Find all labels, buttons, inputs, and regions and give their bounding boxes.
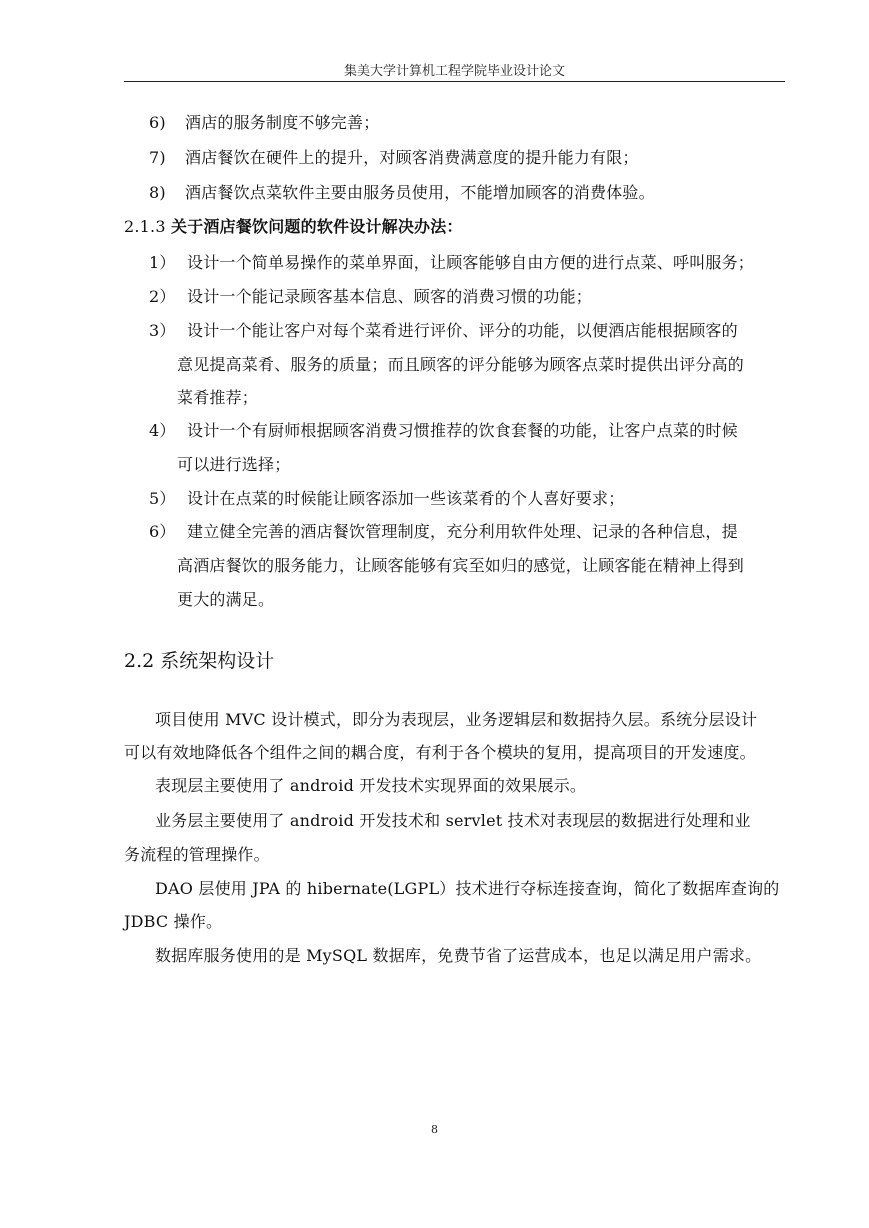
paragraph-line: 表现层主要使用了 android 开发技术实现界面的效果展示。 (155, 776, 587, 795)
running-header: 集美大学计算机工程学院毕业设计论文 (343, 64, 565, 79)
solution-item: 6） 建立健全完善的酒店餐饮管理制度，充分利用软件处理、记录的各种信息，提 (149, 522, 738, 541)
solution-item: 2） 设计一个能记录顾客基本信息、顾客的消费习惯的功能； (149, 287, 593, 306)
solution-continuation: 更大的满足。 (177, 590, 275, 609)
subsection-title: 关于酒店餐饮问题的软件设计解决办法： (171, 217, 463, 236)
list-item: 8) 酒店餐饮点菜软件主要由服务员使用，不能增加顾客的消费体验。 (149, 183, 655, 202)
subsection-heading (124, 214, 463, 237)
paragraph-line: 务流程的管理操作。 (124, 845, 270, 864)
solution-continuation: 意见提高菜肴、服务的质量；而且顾客的评分能够为顾客点菜时提供出评分高的 (177, 355, 745, 374)
paragraph-line: 可以有效地降低各个组件之间的耦合度，有利于各个模块的复用，提高项目的开发速度。 (124, 743, 756, 762)
solution-continuation: 高酒店餐饮的服务能力，让顾客能够有宾至如归的感觉，让顾客能在精神上得到 (177, 556, 745, 575)
list-item: 6) 酒店的服务制度不够完善； (149, 113, 380, 132)
solution-item: 1） 设计一个简单易操作的菜单界面，让顾客能够自由方便的进行点菜、呼叫服务； (149, 253, 755, 272)
paragraph-line: 业务层主要使用了 android 开发技术和 servlet 技术对表现层的数据进行处理和业 (155, 811, 751, 830)
solution-continuation: 菜肴推荐； (177, 388, 259, 407)
solution-item: 5） 设计在点菜的时候能让顾客添加一些该菜肴的个人喜好要求； (149, 489, 625, 508)
list-item: 7) 酒店餐饮在硬件上的提升，对顾客消费满意度的提升能力有限； (149, 148, 639, 167)
section-heading: 2.2 系统架构设计 (124, 650, 275, 672)
paragraph-line: 数据库服务使用的是 MySQL 数据库，免费节省了运营成本，也足以满足用户需求。 (155, 946, 762, 965)
paragraph-line: JDBC 操作。 (124, 912, 223, 931)
solution-item: 3） 设计一个能让客户对每个菜肴进行评价、评分的功能，以便酒店能根据顾客的 (149, 321, 738, 340)
solution-continuation: 可以进行选择； (177, 455, 291, 474)
subsection-number: 2.1.3 (124, 217, 166, 236)
solution-item: 4） 设计一个有厨师根据顾客消费习惯推荐的饮食套餐的功能，让客户点菜的时候 (149, 421, 738, 440)
paragraph-line: DAO 层使用 JPA 的 hibernate(LGPL）技术进行夺标连接查询，简化了数据库查询的 (155, 879, 780, 898)
header-rule (124, 81, 785, 82)
paragraph-line: 项目使用 MVC 设计模式，即分为表现层，业务逻辑层和数据持久层。系统分层设计 (155, 710, 758, 729)
page-number: 8 (431, 1123, 438, 1136)
